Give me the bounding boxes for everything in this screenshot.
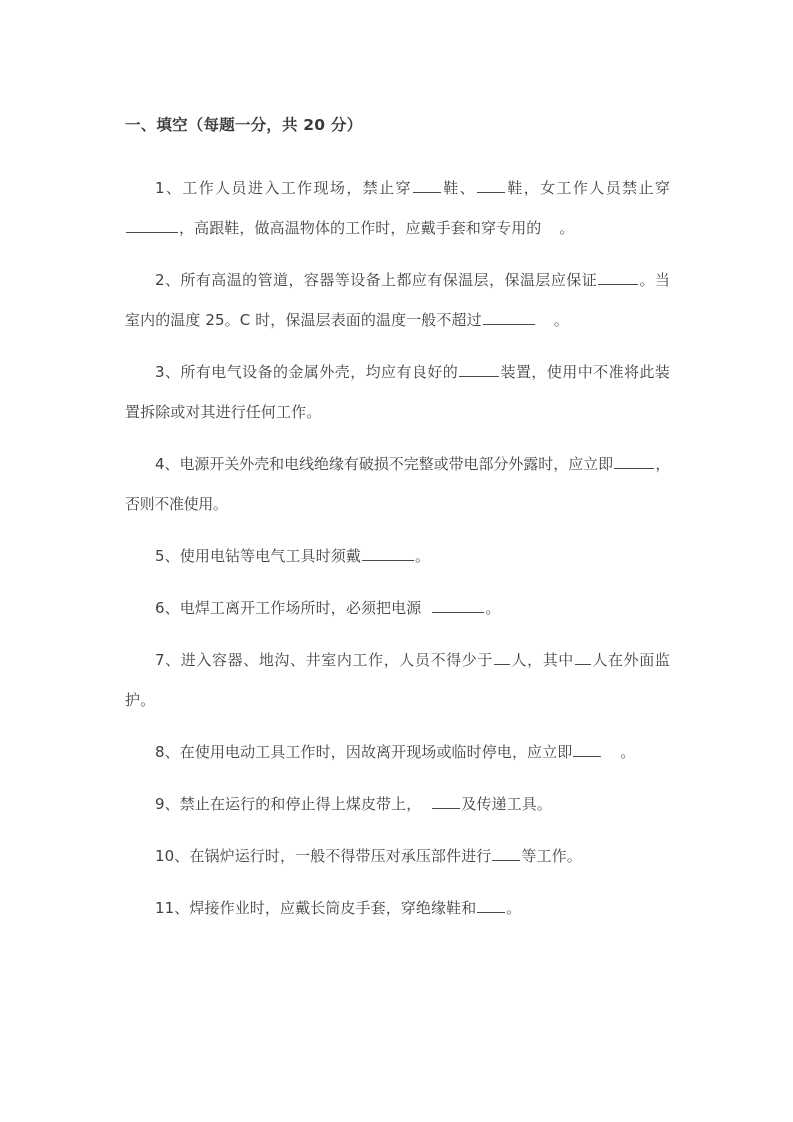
question-item-8 [125,732,670,772]
question-text-part: 禁止在运行的和停止得上煤皮带上， [179,795,422,813]
answer-blank[interactable] [432,597,484,613]
question-text-part: 。 [506,899,522,917]
question-text-part: 人，其中 [510,651,574,669]
question-text-part: 焊接作业时，应戴长筒皮手套，穿绝缘鞋和 [189,899,477,917]
question-text-part: 鞋，女工作人员禁止穿 [506,179,670,197]
question-item-5 [125,536,670,576]
question-text-part: 人在外面监护。 [125,651,670,709]
answer-blank[interactable] [573,741,601,757]
question-number: 9、 [155,795,180,813]
question-number: 7、 [155,651,181,669]
document-body [125,112,670,928]
question-item-10 [125,836,670,876]
question-text-part: ，高跟鞋，做高温物体的工作时，应戴手套和穿专用的 [179,219,542,237]
question-text-part: ，否则不准使用。 [125,455,670,513]
question-text-part: 。 [485,599,501,617]
question-number: 2、 [155,271,181,289]
answer-blank[interactable] [362,545,414,561]
answer-blank[interactable] [432,793,460,809]
answer-blank[interactable] [413,177,441,193]
answer-blank[interactable] [575,649,591,665]
question-number: 1、 [155,179,183,197]
question-number: 6、 [155,599,180,617]
question-item-4 [125,444,670,524]
answer-blank[interactable] [614,453,654,469]
question-text-part: 。 [414,547,431,565]
answer-blank[interactable] [126,217,178,233]
question-text-part: 及传递工具。 [461,795,552,813]
question-item-6 [125,588,670,628]
answer-blank[interactable] [477,897,505,913]
answer-blank[interactable] [459,361,499,377]
question-item-7 [125,640,670,720]
question-text-part: 在使用电动工具工作时，因故离开现场或临时停电，应立即 [179,743,573,761]
question-text-part: 。 [620,743,636,761]
question-text-part: 鞋、 [441,179,477,197]
answer-blank[interactable] [477,177,505,193]
question-number: 4、 [155,455,180,473]
question-text-part: 装置，使用中不准将此装置拆除或对其进行任何工作。 [125,363,671,421]
question-text-part: 所有高温的管道，容器等设备上都应有保温层，保温层应保证 [180,271,598,289]
question-item-1 [125,168,670,248]
answer-blank[interactable] [598,269,638,285]
question-text-part: 等工作。 [521,847,582,865]
question-text-part: 使用电钻等电气工具时须戴 [179,547,361,565]
question-number: 10、 [155,847,190,865]
question-text-part: 。 [559,219,575,237]
question-text-part: 工作人员进入工作现场，禁止穿 [182,179,412,197]
question-text-part: 进入容器、地沟、井室内工作，人员不得少于 [180,651,493,669]
question-text-part: 。 [553,311,569,329]
question-text-part: 电源开关外壳和电线绝缘有破损不完整或带电部分外露时，应立即 [179,455,614,473]
question-text-part: 所有电气设备的金属外壳，均应有良好的 [180,363,459,381]
question-number: 11、 [155,899,190,917]
question-item-2 [125,260,670,340]
section-title: 一、填空（每题一分，共 20 分） [125,116,363,134]
question-text-part: 在锅炉运行时，一般不得带压对承压部件进行 [189,847,492,865]
answer-blank[interactable] [494,649,510,665]
answer-blank[interactable] [492,845,520,861]
question-text-part: 。当室内的温度 25。C 时，保温层表面的温度一般不超过 [125,271,671,329]
answer-blank[interactable] [483,309,535,325]
question-number: 5、 [155,547,180,565]
question-item-3 [125,352,670,432]
question-text-part: 电焊工离开工作场所时，必须把电源 [179,599,422,617]
question-item-9 [125,784,670,824]
question-number: 8、 [155,743,180,761]
question-item-11 [125,888,670,928]
question-number: 3、 [155,363,181,381]
